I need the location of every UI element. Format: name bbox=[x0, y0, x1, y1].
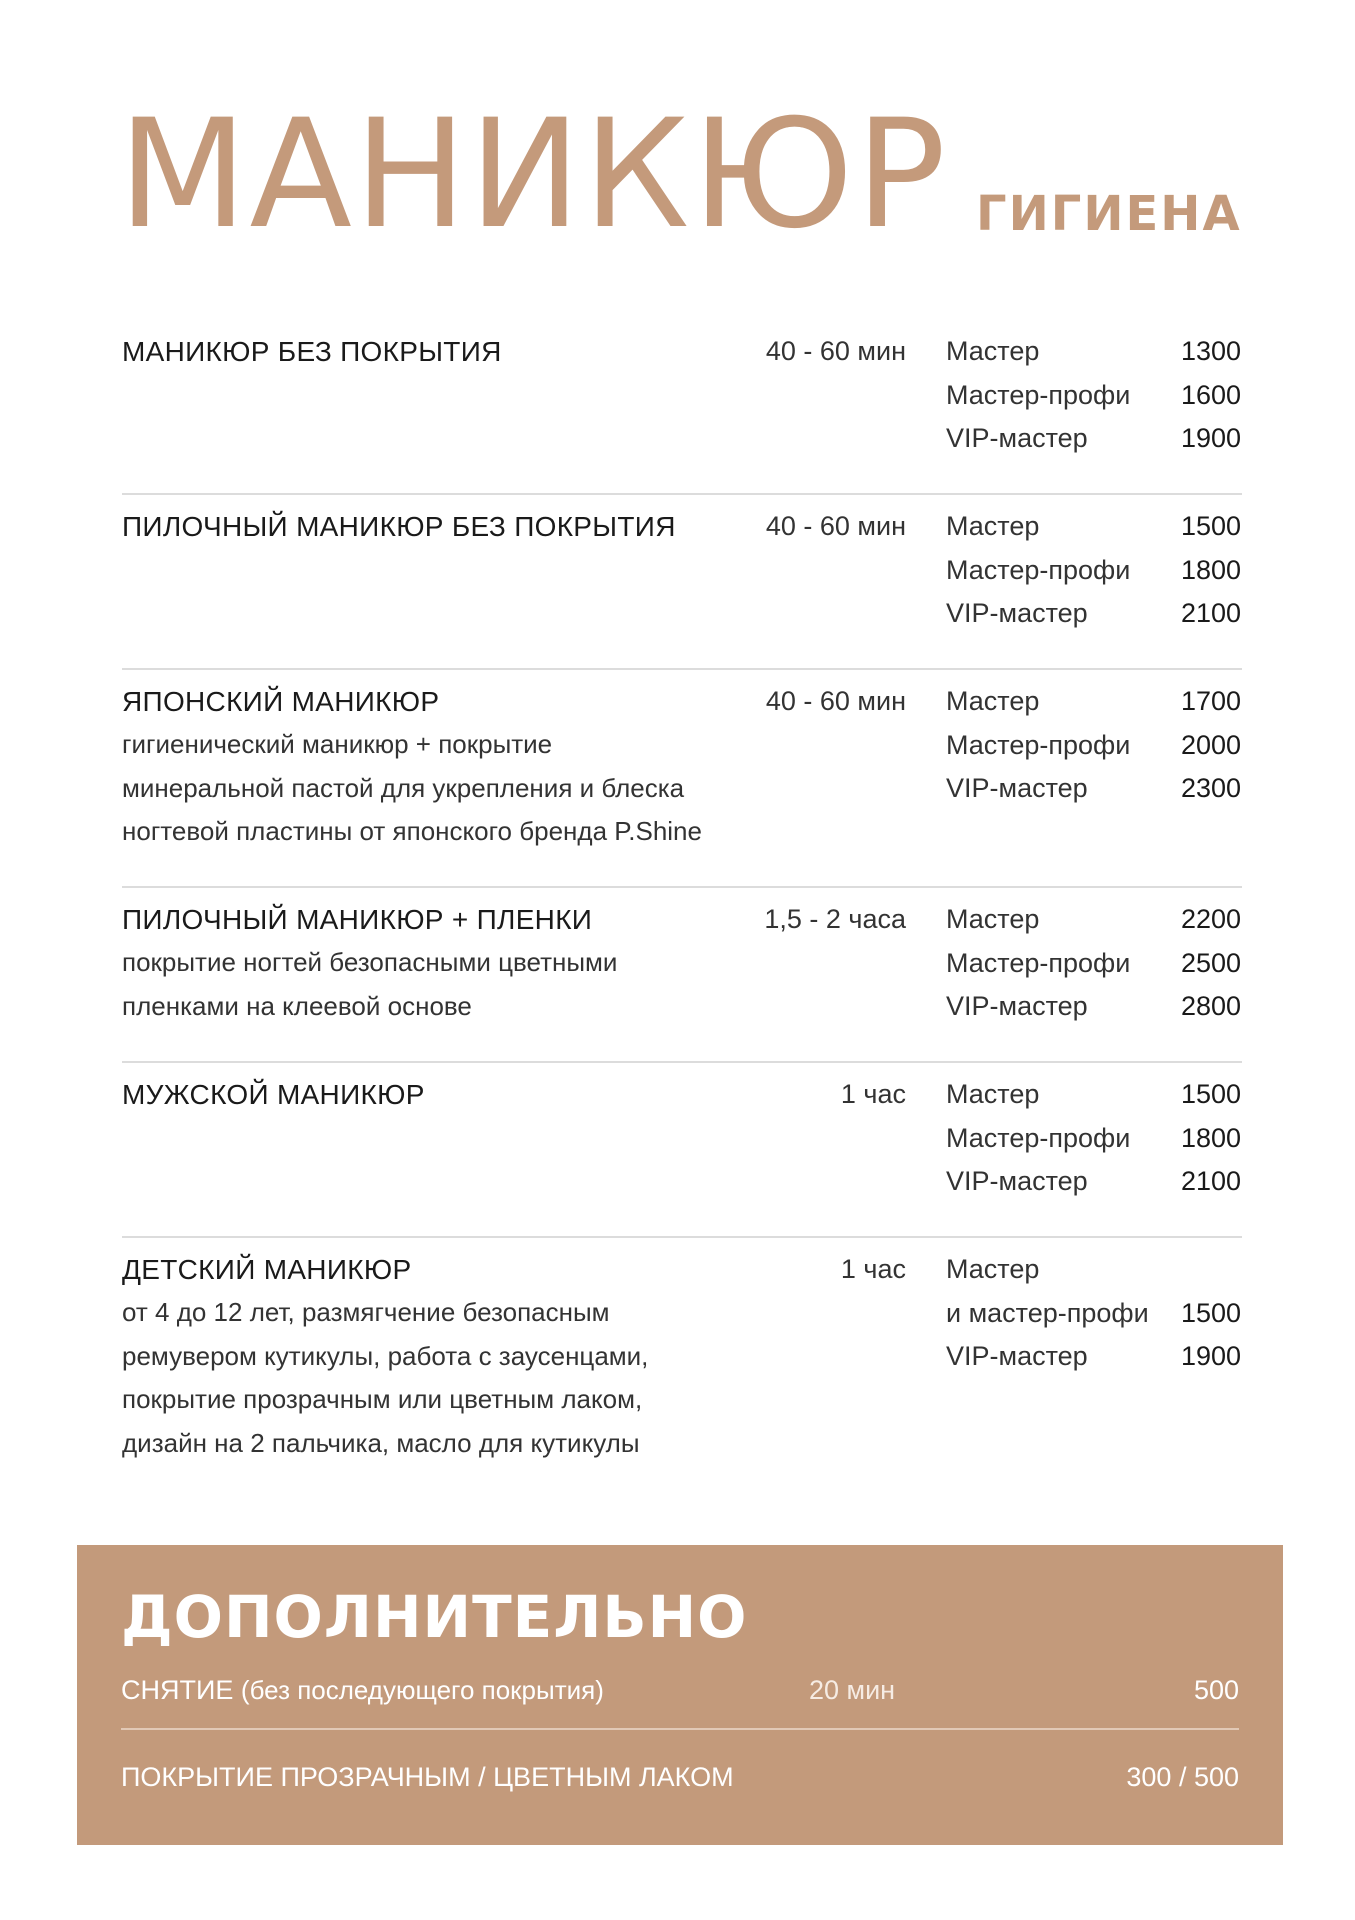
additional-item bbox=[121, 1665, 1239, 1715]
price-value: 1500 bbox=[1181, 1297, 1242, 1328]
price-tier: VIP-мастер bbox=[946, 991, 1088, 1021]
price-row bbox=[946, 985, 1242, 1029]
service-item bbox=[122, 1063, 1242, 1238]
additional-item-duration: 20 мин bbox=[809, 1675, 896, 1705]
service-info bbox=[122, 505, 762, 548]
price-value: 2200 bbox=[1181, 904, 1242, 934]
service-prices bbox=[946, 505, 1242, 636]
price-value: 1600 bbox=[1181, 379, 1242, 410]
price-tier: Мастер-профи bbox=[946, 947, 1131, 978]
additional-services-box bbox=[77, 1545, 1283, 1845]
price-row bbox=[946, 1117, 1242, 1161]
price-tier: VIP-мастер bbox=[946, 598, 1088, 628]
additional-item-title: ПОКРЫТИЕ ПРОЗРАЧНЫМ / ЦВЕТНЫМ ЛАКОМ bbox=[121, 1762, 734, 1792]
service-name: МУЖСКОЙ МАНИКЮР bbox=[122, 1079, 425, 1110]
service-name: ДЕТСКИЙ МАНИКЮР bbox=[122, 1254, 412, 1285]
service-prices bbox=[946, 680, 1242, 811]
description-line: дизайн на 2 пальчика, масло для кутикулы bbox=[122, 1427, 640, 1458]
price-row bbox=[946, 374, 1242, 418]
service-name: МАНИКЮР БЕЗ ПОКРЫТИЯ bbox=[122, 336, 502, 367]
service-duration: 40 - 60 мин bbox=[765, 511, 906, 541]
additional-item-title: СНЯТИЕ bbox=[121, 1675, 234, 1705]
price-row bbox=[946, 724, 1242, 768]
price-row bbox=[946, 942, 1242, 986]
service-name: ЯПОНСКИЙ МАНИКЮР bbox=[122, 686, 440, 717]
service-prices bbox=[946, 330, 1242, 461]
price-row bbox=[946, 549, 1242, 593]
price-value: 1900 bbox=[1181, 423, 1242, 453]
price-value: 1800 bbox=[1181, 1122, 1242, 1153]
service-duration: 40 - 60 мин bbox=[765, 686, 906, 716]
price-row bbox=[946, 1160, 1242, 1204]
additional-divider bbox=[121, 1728, 1239, 1730]
service-duration: 1,5 - 2 часа bbox=[764, 904, 906, 934]
page-title: МАНИКЮР bbox=[118, 88, 948, 262]
price-row bbox=[946, 898, 1242, 942]
service-prices bbox=[946, 898, 1242, 1029]
description-line: пленками на клеевой основе bbox=[122, 990, 472, 1021]
price-row bbox=[946, 1335, 1242, 1379]
service-name: ПИЛОЧНЫЙ МАНИКЮР БЕЗ ПОКРЫТИЯ bbox=[122, 511, 676, 542]
price-row bbox=[946, 330, 1242, 374]
price-row bbox=[946, 1248, 1242, 1292]
service-duration: 1 час bbox=[840, 1254, 906, 1284]
additional-item-price: 500 bbox=[1193, 1675, 1239, 1705]
price-value: 2100 bbox=[1181, 598, 1242, 628]
price-tier: Мастер bbox=[946, 1079, 1040, 1109]
price-value: 2300 bbox=[1181, 773, 1242, 803]
price-row bbox=[946, 417, 1242, 461]
additional-item-name bbox=[121, 1752, 734, 1802]
price-row bbox=[946, 680, 1242, 724]
additional-title: ДОПОЛНИТЕЛЬНО bbox=[121, 1583, 748, 1651]
service-item bbox=[122, 495, 1242, 670]
service-info bbox=[122, 1073, 762, 1116]
price-tier: Мастер-профи bbox=[946, 1122, 1131, 1153]
description-line: от 4 до 12 лет, размягчение безопасным bbox=[122, 1297, 610, 1327]
additional-item-price: 300 / 500 bbox=[1126, 1762, 1239, 1792]
page-subtitle: ГИГИЕНА bbox=[976, 186, 1242, 242]
price-tier: Мастер bbox=[946, 1254, 1040, 1284]
additional-item-name bbox=[121, 1665, 604, 1715]
description-line: покрытие прозрачным или цветным лаком, bbox=[122, 1384, 643, 1414]
price-tier: VIP-мастер bbox=[946, 773, 1088, 803]
service-description bbox=[122, 1291, 762, 1465]
service-name: ПИЛОЧНЫЙ МАНИКЮР + ПЛЕНКИ bbox=[122, 904, 593, 935]
price-tier: Мастер-профи bbox=[946, 554, 1131, 585]
page-header bbox=[118, 88, 1258, 262]
price-value: 1900 bbox=[1181, 1341, 1242, 1371]
description-line: ногтевой пластины от японского бренда P.Shine bbox=[122, 816, 702, 846]
price-value: 1800 bbox=[1181, 554, 1242, 585]
service-item bbox=[122, 888, 1242, 1063]
service-duration: 40 - 60 мин bbox=[765, 336, 906, 366]
price-tier: Мастер bbox=[946, 686, 1040, 716]
price-tier: и мастер-профи bbox=[946, 1297, 1149, 1328]
price-tier: Мастер bbox=[946, 511, 1040, 541]
price-value: 2000 bbox=[1181, 729, 1242, 760]
price-tier: VIP-мастер bbox=[946, 1166, 1088, 1196]
price-value: 1300 bbox=[1181, 336, 1242, 366]
price-row bbox=[946, 1073, 1242, 1117]
service-prices bbox=[946, 1073, 1242, 1204]
price-value: 1500 bbox=[1181, 1079, 1242, 1109]
price-tier: VIP-мастер bbox=[946, 1341, 1088, 1371]
description-line: ремувером кутикулы, работа с заусенцами, bbox=[122, 1340, 649, 1371]
service-item bbox=[122, 1238, 1242, 1478]
price-tier: Мастер-профи bbox=[946, 379, 1131, 410]
price-value: 2800 bbox=[1181, 991, 1242, 1021]
description-line: минеральной пастой для укрепления и блеска bbox=[122, 772, 685, 803]
service-info bbox=[122, 680, 762, 854]
additional-item-note: (без последующего покрытия) bbox=[240, 1675, 604, 1705]
service-info bbox=[122, 330, 762, 373]
service-item bbox=[122, 670, 1242, 888]
price-value: 2100 bbox=[1181, 1166, 1242, 1196]
price-row bbox=[946, 592, 1242, 636]
price-tier: Мастер-профи bbox=[946, 729, 1131, 760]
price-value: 1500 bbox=[1181, 511, 1242, 541]
price-value: 2500 bbox=[1181, 947, 1242, 978]
service-prices bbox=[946, 1248, 1242, 1379]
service-info bbox=[122, 1248, 762, 1465]
description-line: гигиенический маникюр + покрытие bbox=[122, 729, 553, 759]
price-tier: Мастер bbox=[946, 336, 1040, 366]
price-row bbox=[946, 1292, 1242, 1336]
service-description bbox=[122, 723, 762, 854]
price-value: 1700 bbox=[1181, 686, 1242, 716]
additional-item bbox=[121, 1752, 1239, 1802]
description-line: покрытие ногтей безопасными цветными bbox=[122, 947, 618, 977]
price-row bbox=[946, 767, 1242, 811]
services-list bbox=[122, 320, 1242, 1478]
price-row bbox=[946, 505, 1242, 549]
price-tier: VIP-мастер bbox=[946, 423, 1088, 453]
service-description bbox=[122, 941, 762, 1028]
service-item bbox=[122, 320, 1242, 495]
price-tier: Мастер bbox=[946, 904, 1040, 934]
service-duration: 1 час bbox=[840, 1079, 906, 1109]
service-info bbox=[122, 898, 762, 1028]
